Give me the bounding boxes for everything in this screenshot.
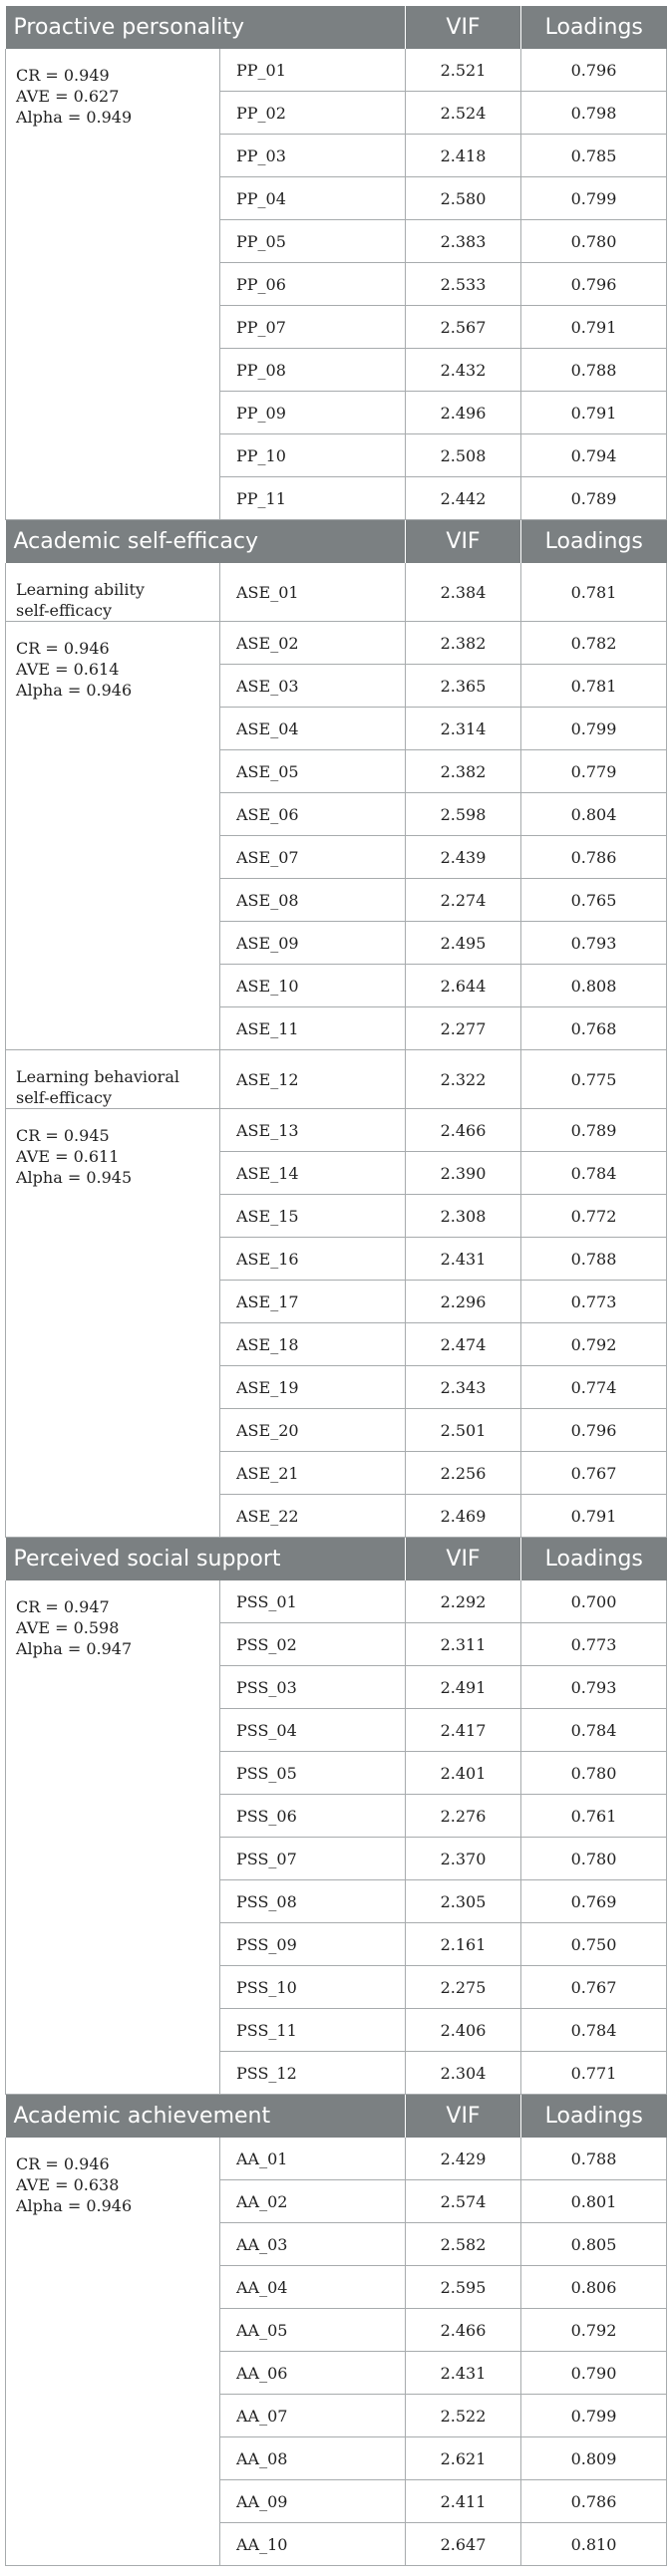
vif-value: 2.365 — [406, 665, 521, 708]
item-code: AA_06 — [220, 2352, 406, 2395]
vif-value: 2.276 — [406, 1795, 521, 1838]
loading-value: 0.786 — [521, 2480, 667, 2523]
loadings-column-header: Loadings — [521, 520, 667, 564]
vif-value: 2.508 — [406, 434, 521, 477]
loading-value: 0.791 — [521, 1495, 667, 1538]
description-line: Alpha = 0.946 — [16, 2196, 133, 2215]
vif-value: 2.495 — [406, 922, 521, 965]
vif-value: 2.296 — [406, 1281, 521, 1323]
vif-value: 2.501 — [406, 1409, 521, 1452]
loading-value: 0.792 — [521, 2309, 667, 2352]
loading-value: 0.780 — [521, 1838, 667, 1880]
vif-column-header: VIF — [406, 1538, 521, 1581]
vif-value: 2.474 — [406, 1323, 521, 1366]
loading-value: 0.750 — [521, 1923, 667, 1966]
item-code: PP_04 — [220, 177, 406, 220]
loading-value: 0.796 — [521, 1409, 667, 1452]
item-code: ASE_12 — [220, 1050, 406, 1109]
description-line: Alpha = 0.945 — [16, 1168, 133, 1187]
item-code: PP_11 — [220, 477, 406, 520]
item-code: PSS_02 — [220, 1623, 406, 1666]
vif-value: 2.343 — [406, 1366, 521, 1409]
vif-value: 2.431 — [406, 2352, 521, 2395]
vif-value: 2.304 — [406, 2052, 521, 2095]
item-code: ASE_22 — [220, 1495, 406, 1538]
loading-value: 0.700 — [521, 1580, 667, 1623]
item-code: PSS_03 — [220, 1666, 406, 1709]
loading-value: 0.773 — [521, 1623, 667, 1666]
loading-value: 0.793 — [521, 1666, 667, 1709]
description-line: Alpha = 0.949 — [16, 108, 133, 127]
vif-value: 2.442 — [406, 477, 521, 520]
loading-value: 0.785 — [521, 135, 667, 177]
vif-value: 2.382 — [406, 750, 521, 793]
loading-value: 0.782 — [521, 622, 667, 665]
vif-value: 2.411 — [406, 2480, 521, 2523]
item-code: ASE_14 — [220, 1152, 406, 1195]
item-code: AA_01 — [220, 2138, 406, 2180]
item-code: AA_04 — [220, 2266, 406, 2309]
vif-value: 2.429 — [406, 2138, 521, 2180]
vif-value: 2.390 — [406, 1152, 521, 1195]
item-code: PP_06 — [220, 263, 406, 306]
loadings-column-header: Loadings — [521, 2095, 667, 2139]
loading-value: 0.792 — [521, 1323, 667, 1366]
item-code: ASE_15 — [220, 1195, 406, 1238]
vif-value: 2.580 — [406, 177, 521, 220]
description-line: self-efficacy — [16, 601, 113, 620]
vif-value: 2.274 — [406, 879, 521, 922]
vif-value: 2.533 — [406, 263, 521, 306]
description-line: CR = 0.946 — [16, 639, 110, 658]
item-code: PP_02 — [220, 92, 406, 135]
vif-column-header: VIF — [406, 2095, 521, 2139]
description-line: CR = 0.946 — [16, 2154, 110, 2173]
loading-value: 0.794 — [521, 434, 667, 477]
item-code: ASE_08 — [220, 879, 406, 922]
table-row — [6, 49, 667, 92]
loading-value: 0.775 — [521, 1050, 667, 1109]
item-code: ASE_03 — [220, 665, 406, 708]
description-line: CR = 0.947 — [16, 1597, 110, 1616]
vif-value: 2.418 — [406, 135, 521, 177]
description-line: AVE = 0.598 — [16, 1618, 120, 1637]
item-code: ASE_13 — [220, 1109, 406, 1152]
description-line: Alpha = 0.946 — [16, 681, 133, 700]
description-line: self-efficacy — [16, 1088, 113, 1107]
item-code: PSS_10 — [220, 1966, 406, 2009]
item-code: PP_03 — [220, 135, 406, 177]
section-title: Academic self-efficacy — [6, 520, 406, 564]
construct-description — [6, 563, 220, 622]
vif-value: 2.277 — [406, 1007, 521, 1050]
construct-description — [6, 1580, 220, 2095]
construct-description — [6, 622, 220, 1050]
table-row — [6, 1109, 667, 1152]
item-code: ASE_11 — [220, 1007, 406, 1050]
loading-value: 0.781 — [521, 563, 667, 622]
item-code: PP_05 — [220, 220, 406, 263]
item-code: ASE_06 — [220, 793, 406, 836]
loading-value: 0.796 — [521, 263, 667, 306]
description-line: AVE = 0.614 — [16, 660, 120, 679]
reliability-validity-table — [5, 6, 667, 2566]
loading-value: 0.808 — [521, 965, 667, 1007]
loading-value: 0.809 — [521, 2437, 667, 2480]
reliability-validity-table-container — [5, 6, 666, 2566]
vif-value: 2.466 — [406, 2309, 521, 2352]
loading-value: 0.784 — [521, 2009, 667, 2052]
description-line: Learning behavioral — [16, 1067, 179, 1086]
construct-description — [6, 49, 220, 520]
item-code: PP_08 — [220, 349, 406, 392]
item-code: AA_09 — [220, 2480, 406, 2523]
vif-value: 2.382 — [406, 622, 521, 665]
item-code: ASE_04 — [220, 708, 406, 750]
vif-value: 2.431 — [406, 1238, 521, 1281]
construct-description — [6, 1050, 220, 1109]
loading-value: 0.805 — [521, 2223, 667, 2266]
description-line: AVE = 0.611 — [16, 1147, 120, 1166]
loading-value: 0.798 — [521, 92, 667, 135]
loading-value: 0.790 — [521, 2352, 667, 2395]
vif-value: 2.439 — [406, 836, 521, 879]
vif-value: 2.161 — [406, 1923, 521, 1966]
item-code: ASE_10 — [220, 965, 406, 1007]
loading-value: 0.786 — [521, 836, 667, 879]
loading-value: 0.799 — [521, 708, 667, 750]
section-header-row — [6, 1538, 667, 1581]
vif-value: 2.466 — [406, 1109, 521, 1152]
item-code: PP_09 — [220, 392, 406, 434]
item-code: ASE_19 — [220, 1366, 406, 1409]
item-code: PSS_12 — [220, 2052, 406, 2095]
loading-value: 0.788 — [521, 1238, 667, 1281]
item-code: PP_07 — [220, 306, 406, 349]
loading-value: 0.791 — [521, 392, 667, 434]
table-row — [6, 2138, 667, 2180]
vif-value: 2.469 — [406, 1495, 521, 1538]
vif-value: 2.417 — [406, 1709, 521, 1752]
item-code: PSS_05 — [220, 1752, 406, 1795]
item-code: ASE_05 — [220, 750, 406, 793]
vif-value: 2.322 — [406, 1050, 521, 1109]
vif-value: 2.644 — [406, 965, 521, 1007]
item-code: AA_10 — [220, 2523, 406, 2566]
construct-description — [6, 2138, 220, 2566]
loading-value: 0.781 — [521, 665, 667, 708]
section-title: Academic achievement — [6, 2095, 406, 2139]
vif-value: 2.567 — [406, 306, 521, 349]
loading-value: 0.788 — [521, 2138, 667, 2180]
item-code: ASE_09 — [220, 922, 406, 965]
loading-value: 0.771 — [521, 2052, 667, 2095]
item-code: ASE_02 — [220, 622, 406, 665]
loading-value: 0.793 — [521, 922, 667, 965]
loading-value: 0.784 — [521, 1152, 667, 1195]
description-line: Alpha = 0.947 — [16, 1639, 133, 1658]
loading-value: 0.768 — [521, 1007, 667, 1050]
table-row — [6, 1580, 667, 1623]
vif-value: 2.314 — [406, 708, 521, 750]
loading-value: 0.761 — [521, 1795, 667, 1838]
loading-value: 0.810 — [521, 2523, 667, 2566]
vif-value: 2.491 — [406, 1666, 521, 1709]
item-code: PP_10 — [220, 434, 406, 477]
item-code: PSS_08 — [220, 1880, 406, 1923]
vif-value: 2.383 — [406, 220, 521, 263]
vif-value: 2.574 — [406, 2180, 521, 2223]
loading-value: 0.767 — [521, 1452, 667, 1495]
loading-value: 0.791 — [521, 306, 667, 349]
vif-value: 2.522 — [406, 2395, 521, 2437]
description-line: Learning ability — [16, 580, 145, 599]
vif-value: 2.582 — [406, 2223, 521, 2266]
item-code: PP_01 — [220, 49, 406, 92]
loading-value: 0.780 — [521, 1752, 667, 1795]
loading-value: 0.765 — [521, 879, 667, 922]
table-row — [6, 1050, 667, 1109]
vif-value: 2.305 — [406, 1880, 521, 1923]
loading-value: 0.773 — [521, 1281, 667, 1323]
loading-value: 0.801 — [521, 2180, 667, 2223]
vif-value: 2.308 — [406, 1195, 521, 1238]
loadings-column-header: Loadings — [521, 6, 667, 49]
section-title: Proactive personality — [6, 6, 406, 49]
item-code: ASE_07 — [220, 836, 406, 879]
item-code: AA_07 — [220, 2395, 406, 2437]
item-code: ASE_16 — [220, 1238, 406, 1281]
item-code: ASE_01 — [220, 563, 406, 622]
section-header-row — [6, 6, 667, 49]
vif-value: 2.292 — [406, 1580, 521, 1623]
vif-value: 2.256 — [406, 1452, 521, 1495]
loading-value: 0.784 — [521, 1709, 667, 1752]
vif-value: 2.598 — [406, 793, 521, 836]
item-code: PSS_09 — [220, 1923, 406, 1966]
item-code: AA_05 — [220, 2309, 406, 2352]
item-code: PSS_04 — [220, 1709, 406, 1752]
vif-value: 2.647 — [406, 2523, 521, 2566]
item-code: AA_02 — [220, 2180, 406, 2223]
loading-value: 0.804 — [521, 793, 667, 836]
loading-value: 0.780 — [521, 220, 667, 263]
loading-value: 0.774 — [521, 1366, 667, 1409]
section-title: Perceived social support — [6, 1538, 406, 1581]
construct-description — [6, 1109, 220, 1538]
item-code: PSS_11 — [220, 2009, 406, 2052]
section-header-row — [6, 2095, 667, 2139]
loading-value: 0.772 — [521, 1195, 667, 1238]
item-code: AA_08 — [220, 2437, 406, 2480]
item-code: ASE_18 — [220, 1323, 406, 1366]
loadings-column-header: Loadings — [521, 1538, 667, 1581]
description-line: AVE = 0.627 — [16, 87, 120, 106]
vif-value: 2.524 — [406, 92, 521, 135]
table-row — [6, 622, 667, 665]
table-body — [6, 6, 667, 2566]
table-row — [6, 563, 667, 622]
vif-value: 2.432 — [406, 349, 521, 392]
vif-value: 2.406 — [406, 2009, 521, 2052]
loading-value: 0.789 — [521, 477, 667, 520]
loading-value: 0.799 — [521, 177, 667, 220]
vif-value: 2.401 — [406, 1752, 521, 1795]
vif-value: 2.370 — [406, 1838, 521, 1880]
description-line: AVE = 0.638 — [16, 2175, 120, 2194]
item-code: PSS_06 — [220, 1795, 406, 1838]
loading-value: 0.788 — [521, 349, 667, 392]
item-code: ASE_20 — [220, 1409, 406, 1452]
vif-value: 2.384 — [406, 563, 521, 622]
item-code: PSS_01 — [220, 1580, 406, 1623]
loading-value: 0.796 — [521, 49, 667, 92]
loading-value: 0.799 — [521, 2395, 667, 2437]
vif-value: 2.311 — [406, 1623, 521, 1666]
item-code: ASE_21 — [220, 1452, 406, 1495]
loading-value: 0.769 — [521, 1880, 667, 1923]
loading-value: 0.767 — [521, 1966, 667, 2009]
description-line: CR = 0.945 — [16, 1126, 110, 1145]
vif-value: 2.496 — [406, 392, 521, 434]
item-code: PSS_07 — [220, 1838, 406, 1880]
loading-value: 0.806 — [521, 2266, 667, 2309]
vif-column-header: VIF — [406, 6, 521, 49]
vif-value: 2.521 — [406, 49, 521, 92]
vif-column-header: VIF — [406, 520, 521, 564]
loading-value: 0.779 — [521, 750, 667, 793]
loading-value: 0.789 — [521, 1109, 667, 1152]
item-code: AA_03 — [220, 2223, 406, 2266]
vif-value: 2.621 — [406, 2437, 521, 2480]
item-code: ASE_17 — [220, 1281, 406, 1323]
vif-value: 2.595 — [406, 2266, 521, 2309]
description-line: CR = 0.949 — [16, 66, 110, 85]
vif-value: 2.275 — [406, 1966, 521, 2009]
section-header-row — [6, 520, 667, 564]
